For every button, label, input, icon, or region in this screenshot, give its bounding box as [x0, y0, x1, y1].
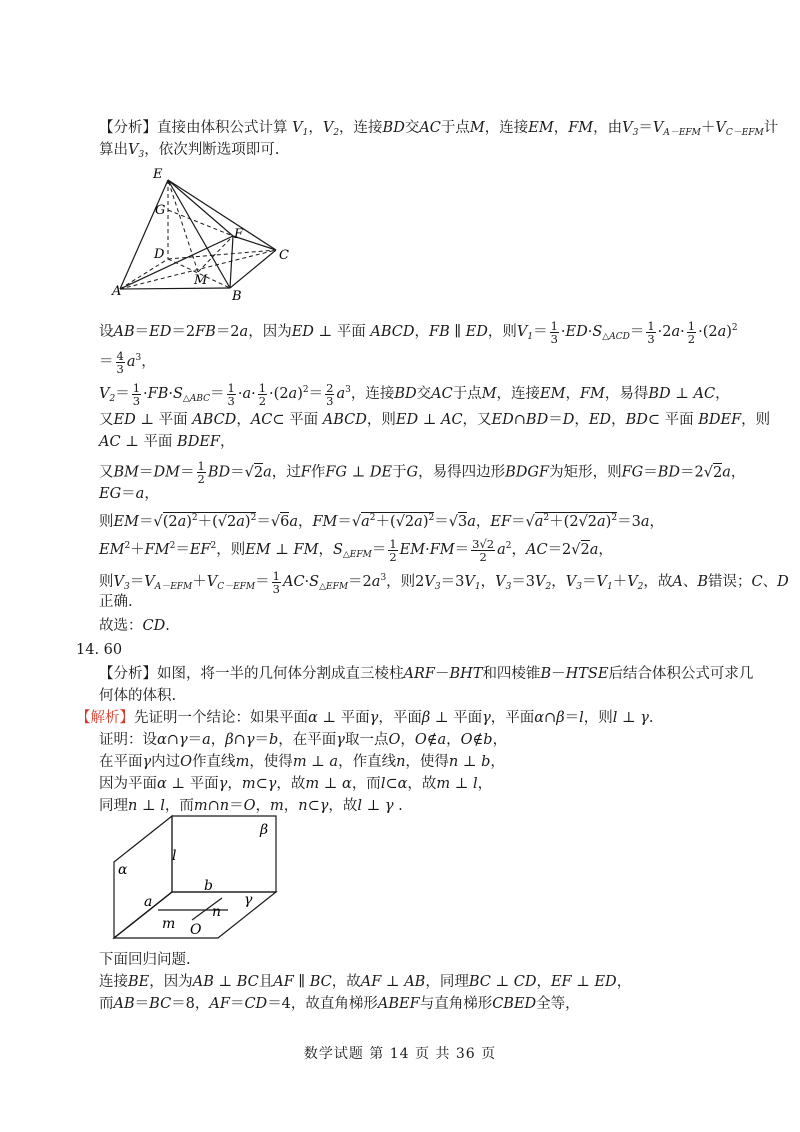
label-D: D — [154, 247, 165, 262]
proof-line-3: 因为平面α ⊥ 平面γ，m⊂γ，故m ⊥ α，而l⊂α，故m ⊥ l， — [99, 776, 493, 792]
q14-jiexi-line-1: 【解析】先证明一个结论：如果平面α ⊥ 平面γ，平面β ⊥ 平面γ，平面α∩β＝l，则l ⊥ γ. — [76, 710, 654, 726]
label-n: n — [212, 904, 222, 920]
label-gamma: γ — [244, 892, 253, 908]
label-beta: β — [260, 822, 269, 838]
label-A: A — [112, 284, 122, 299]
solution-line-2: ＝ $\frac{4}{3}$ $a^3$， — [99, 348, 156, 376]
analysis-tag: 【分析】 — [99, 120, 157, 136]
back-to-problem: 下面回归问题. — [99, 952, 191, 968]
solution-line-4: 又ED ⊥ 平面 ABCD，AC⊂ 平面 ABCD，则ED ⊥ AC，又ED∩BD＝D，ED，BD⊂ 平面 BDEF，则 — [99, 412, 771, 428]
label-m: m — [162, 916, 176, 932]
solution-line-8: 则$EM=√(2a)^2+(√2a)^2=√6a$，$FM=√a^2+(√2a)^2=√3a$，$EF=√a^2+(2√2a)^2=3a$， — [99, 513, 664, 530]
label-B: B — [232, 289, 242, 304]
label-b: b — [204, 878, 213, 894]
proof-line-1: 证明：设α∩γ＝a，β∩γ＝b，在平面γ取一点O，O∉a，O∉b， — [99, 732, 508, 748]
label-E: E — [153, 167, 163, 182]
solution-line-6: 又BM＝DM＝ $\frac{1}{2}$ BD＝√2a，过F作FG ⊥ DE于G，易得四边形BDGF为矩形，则FG＝BD＝2√2a， — [99, 459, 746, 486]
q14-analysis-line-2: 何体的体积. — [99, 688, 177, 704]
label-a: a — [144, 894, 153, 910]
label-M: M — [194, 273, 208, 288]
solution-line-12: 故选：CD. — [99, 618, 170, 634]
solution-line-7: EG＝a， — [99, 486, 159, 502]
conclusion-line-1: 连接BE，因为AB ⊥ BC且AF ∥ BC，故AF ⊥ AB，同理BC ⊥ CD，EF ⊥ ED， — [99, 974, 632, 990]
question-14-number: 14. 60 — [76, 642, 123, 658]
figure-planes — [108, 812, 288, 946]
jiexi-tag: 【解析】 — [76, 710, 134, 726]
label-F: F — [234, 227, 244, 242]
solution-line-11: 正确. — [99, 594, 133, 610]
label-alpha: α — [118, 862, 128, 878]
solution-line-1: 设AB＝ED＝2FB＝2a，因为ED ⊥ 平面 ABCD，FB ∥ ED，则$V_1=$ $\frac{1}{3}$ $\cdot ED\cdot S_{\triangle ACD}=$ $\frac{1}{3}$ ·2a· $\frac{1}{2}$ $\cdot(2a)^2$ — [99, 318, 738, 346]
solution-line-5: AC ⊥ 平面 BDEF， — [99, 434, 235, 450]
label-C: C — [279, 248, 289, 263]
label-G: G — [155, 203, 166, 218]
conclusion-line-2: 而AB＝BC＝8，AF＝CD＝4，故直角梯形ABEF与直角梯形CBED全等， — [99, 996, 580, 1012]
analysis-line-2: 算出$V_3$，依次判断选项即可. — [99, 142, 280, 160]
q14-analysis-tag: 【分析】 — [99, 666, 157, 682]
analysis-line-1: 【分析】直接由体积公式计算 $V_1$，$V_2$，连接BD交AC于点M，连接EM，FM，由$V_3=V_{A-EFM}+V_{C-EFM}$计 — [99, 120, 779, 138]
figure-pyramid — [108, 162, 308, 304]
solution-line-9: $EM^2+FM^2=EF^2$，则EM ⊥ FM，$S_{\triangle EFM}=$ $\frac{1}{2}$ EM·FM＝ $\frac{3√2}{2}$ $a^2$，AC＝2√2a， — [99, 536, 613, 564]
q14-analysis-line-1: 【分析】如图，将一半的几何体分割成直三棱柱ARF－BHT和四棱锥B－HTSE后结合体积公式可求几 — [99, 666, 754, 682]
page-footer: 数学试题 第 14 页 共 36 页 — [303, 1046, 497, 1062]
label-O: O — [190, 922, 202, 938]
solution-line-10: 则$V_3=V_{A-EFM}+V_{C-EFM}=$ $\frac{1}{3}$ $AC\cdot S_{\triangle EFM}=2a^3$，则$2V_3=3V_1$，$V_3=3V_2$，$V_3=V_1+V_2$，故A、B错误；C、D — [99, 568, 789, 596]
solution-line-3: $V_2=$ $\frac{1}{3}$ $\cdot FB\cdot S_{\triangle ABC}=$ $\frac{1}{3}$ ·a· $\frac{1}{2}$ $\cdot(2a)^2=$ $\frac{2}{3}$ $a^3$，连接BD交AC于点M，连接EM，FM，易得BD ⊥ AC， — [99, 380, 730, 408]
proof-line-2: 在平面γ内过O作直线m，使得m ⊥ a，作直线n，使得n ⊥ b， — [99, 754, 505, 770]
proof-line-4: 同理n ⊥ l，而m∩n＝O，m，n⊂γ，故l ⊥ γ . — [99, 798, 403, 814]
label-l: l — [172, 848, 177, 864]
